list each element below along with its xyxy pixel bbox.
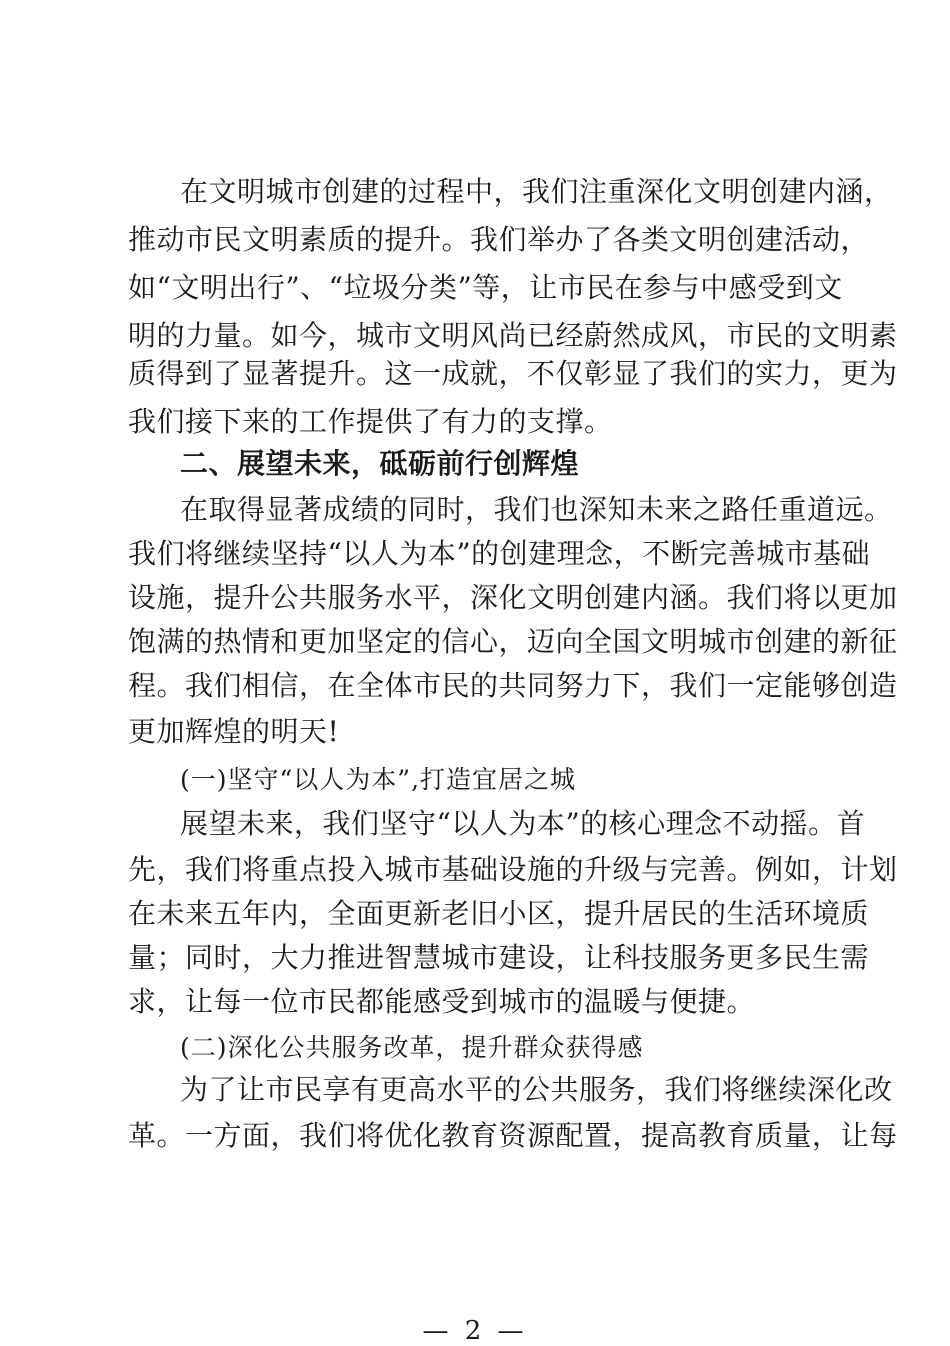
section-heading-2: 二、展望未来，砥砺前行创辉煌 — [180, 447, 580, 480]
paragraph-3-line-1: 展望未来，我们坚守“以人为本”的核心理念不动摇。首 — [180, 807, 866, 840]
paragraph-2-line-5: 程。我们相信，在全体市民的共同努力下，我们一定能够创造 — [128, 669, 898, 702]
paragraph-4-line-1: 为了让市民享有更高水平的公共服务，我们将继续深化改 — [180, 1073, 893, 1106]
paragraph-1-line-2: 推动市民文明素质的提升。我们举办了各类文明创建活动， — [128, 223, 870, 256]
paragraph-3-line-5: 求，让每一位市民都能感受到城市的温暖与便捷。 — [128, 985, 756, 1018]
paragraph-3-line-4: 量；同时，大力推进智慧城市建设，让科技服务更多民生需 — [128, 941, 870, 974]
paragraph-3-line-3: 在未来五年内，全面更新老旧小区，提升居民的生活环境质 — [128, 897, 870, 930]
page-number: — 2 — — [422, 1316, 528, 1346]
paragraph-2-line-3: 设施，提升公共服务水平，深化文明创建内涵。我们将以更加 — [128, 581, 898, 614]
subheading-1: (一)坚守“以人为本”,打造宜居之城 — [180, 765, 577, 794]
paragraph-1-line-5: 质得到了显著提升。这一成就，不仅彰显了我们的实力，更为 — [128, 357, 898, 390]
paragraph-2-line-2: 我们将继续坚持“以人为本”的创建理念，不断完善城市基础 — [128, 537, 871, 570]
paragraph-2-line-6: 更加辉煌的明天! — [128, 715, 340, 748]
paragraph-1-line-4: 明的力量。如今，城市文明风尚已经蔚然成风，市民的文明素 — [128, 319, 898, 352]
paragraph-3-line-2: 先，我们将重点投入城市基础设施的升级与完善。例如，计划 — [128, 853, 898, 886]
paragraph-2-line-1: 在取得显著成绩的同时，我们也深知未来之路任重道远。 — [180, 493, 893, 526]
paragraph-1-line-1: 在文明城市创建的过程中，我们注重深化文明创建内涵， — [180, 175, 893, 208]
paragraph-4-line-2: 革。一方面，我们将优化教育资源配置，提高教育质量，让每 — [128, 1119, 898, 1152]
paragraph-1-line-3: 如“文明出行”、“垃圾分类”等，让市民在参与中感受到文 — [128, 271, 843, 304]
paragraph-1-line-6: 我们接下来的工作提供了有力的支撑。 — [128, 405, 613, 438]
subheading-2: (二)深化公共服务改革，提升群众获得感 — [180, 1033, 644, 1062]
paragraph-2-line-4: 饱满的热情和更加坚定的信心，迈向全国文明城市创建的新征 — [128, 625, 898, 658]
